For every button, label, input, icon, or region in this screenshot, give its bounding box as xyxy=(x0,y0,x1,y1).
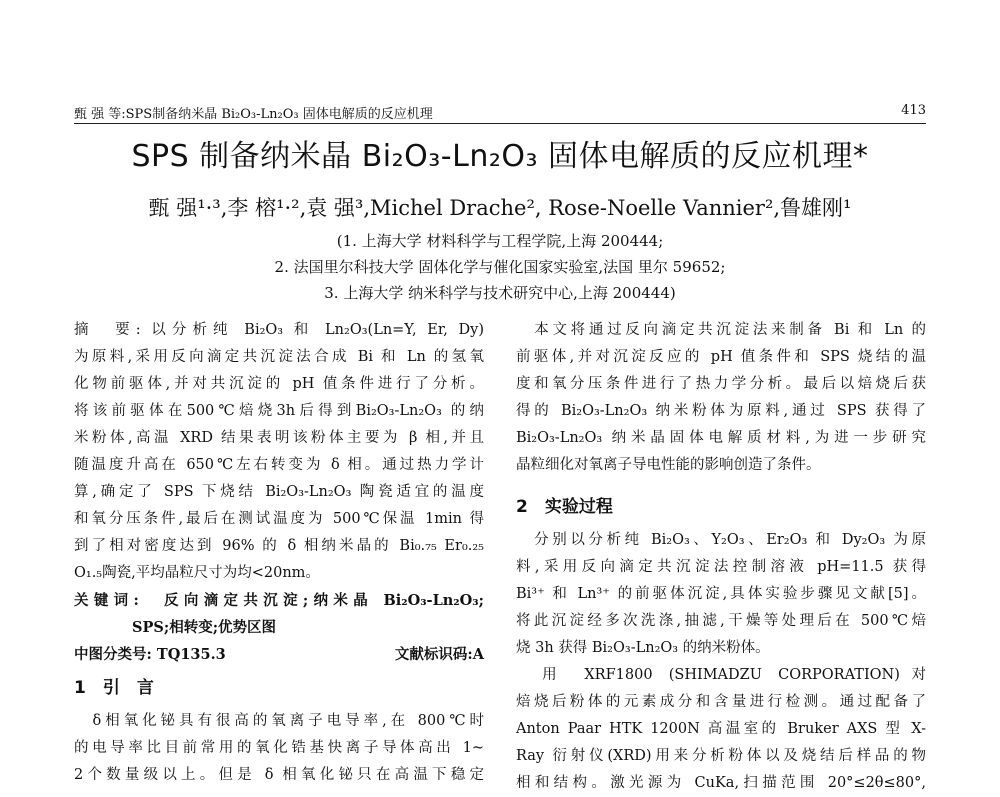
intro-continuation xyxy=(516,317,926,479)
introduction-paragraph xyxy=(74,708,484,789)
abstract-line: O₁.₅陶瓷,平均晶粒尺寸为均<20nm。 xyxy=(74,565,320,581)
author-list: 甄 强¹·³,李 榕¹·²,袁 强³,Michel Drache², Rose-Noelle Vannier²,鲁雄刚¹ xyxy=(148,196,852,220)
abstract-line: 到了相对密度达到 96% 的 δ 相纳米晶的 Bi₀.₇₅ Er₀.₂₅ xyxy=(74,538,484,554)
body-line: 本文将通过反向滴定共沉淀法来制备 Bi 和 Ln 的 xyxy=(516,322,926,338)
body-line: Ray 衍射仪(XRD)用来分析粉体以及烧结后样品的物 xyxy=(516,748,926,764)
body-line: 前驱体,并对沉淀反应的 pH 值条件和 SPS 烧结的温 xyxy=(516,349,926,365)
affiliation-1: (1. 上海大学 材料科学与工程学院,上海 200444; xyxy=(336,232,664,250)
body-line: 料,采用反向滴定共沉淀法控制溶液 pH=11.5 获得 xyxy=(516,559,926,575)
keywords-line: 关键词: 反向滴定共沉淀;纳米晶 Bi₂O₃-Ln₂O₃; xyxy=(74,592,484,609)
body-line: 度和氧分压条件进行了热力学分析。最后以焙烧后获 xyxy=(516,376,926,392)
body-line: 用 XRF1800 (SHIMADZU CORPORATION)对 xyxy=(516,667,926,683)
abstract-line: 为原料,采用反向滴定共沉淀法合成 Bi 和 Ln 的氢氧 xyxy=(74,349,484,365)
body-line: 将此沉淀经多次洗涤,抽滤,干燥等处理后在 500℃焙 xyxy=(516,613,926,629)
abstract xyxy=(74,317,484,587)
left-column xyxy=(74,317,484,789)
abstract-line: 化物前驱体,并对共沉淀的 pH 值条件进行了分析。 xyxy=(74,376,484,392)
classification-code: 中图分类号: TQ135.3 xyxy=(74,646,226,663)
body-line: 焙烧后粉体的元素成分和含量进行检测。通过配备了 xyxy=(516,694,926,710)
affiliation-3: 3. 上海大学 纳米科学与技术研究中心,上海 200444) xyxy=(324,284,676,302)
body-line: Bi₂O₃-Ln₂O₃ 纳米晶固体电解质材料,为进一步研究 xyxy=(516,430,926,446)
intro-line: 的电导率比目前常用的氧化锆基快离子导体高出 1~ xyxy=(74,740,484,756)
page-number: 413 xyxy=(901,103,926,118)
right-column xyxy=(516,317,926,797)
running-header xyxy=(74,99,926,124)
abstract-line: 随温度升高在 650℃左右转变为 δ 相。通过热力学计 xyxy=(74,457,484,473)
abstract-line: 算,确定了 SPS 下烧结 Bi₂O₃-Ln₂O₃ 陶瓷适宜的温度 xyxy=(74,484,484,500)
document-code: 文献标识码:A xyxy=(394,646,484,663)
section-heading-experiment: 2 实验过程 xyxy=(516,497,613,517)
classification-row xyxy=(74,641,484,668)
body-line: 分别以分析纯 Bi₂O₃、Y₂O₃、Er₂O₃ 和 Dy₂O₃ 为原 xyxy=(516,532,926,548)
section-heading-introduction: 1 引 言 xyxy=(74,678,154,698)
body-line: 烧 3h 获得 Bi₂O₃-Ln₂O₃ 的纳米粉体。 xyxy=(516,640,770,656)
keywords xyxy=(74,587,484,641)
body-line: Anton Paar HTK 1200N 高温室的 Bruker AXS 型 X- xyxy=(516,721,926,737)
abstract-line: 将该前驱体在500℃焙烧3h后得到Bi₂O₃-Ln₂O₃ 的纳 xyxy=(74,403,484,419)
keywords-line: SPS;相转变;优势区图 xyxy=(74,619,277,636)
abstract-line: 摘 要: 以分析纯 Bi₂O₃ 和 Ln₂O₃(Ln=Y, Er, Dy) xyxy=(74,322,484,338)
affiliation-2: 2. 法国里尔科技大学 固体化学与催化国家实验室,法国 里尔 59652; xyxy=(274,258,726,276)
body-line: Bi³⁺ 和 Ln³⁺ 的前驱体沉淀,具体实验步骤见文献[5]。 xyxy=(516,586,926,602)
intro-line: 2个数量级以上。但是 δ 相氧化铋只在高温下稳定 xyxy=(74,767,484,783)
intro-line: δ相氧化铋具有很高的氧离子电导率,在 800℃时 xyxy=(74,713,484,729)
experiment-paragraph xyxy=(516,527,926,797)
body-line: 晶粒细化对氧离子导电性能的影响创造了条件。 xyxy=(516,457,821,473)
abstract-line: 米粉体,高温 XRD 结果表明该粉体主要为 β 相,并且 xyxy=(74,430,484,446)
body-line: 相和结构。激光源为 CuKa,扫描范围 20°≤2θ≤80°, xyxy=(516,775,926,791)
body-line: 得的 Bi₂O₃-Ln₂O₃ 纳米粉体为原料,通过 SPS 获得了 xyxy=(516,403,926,419)
paper-title: SPS 制备纳米晶 Bi₂O₃-Ln₂O₃ 固体电解质的反应机理* xyxy=(131,139,869,174)
abstract-line: 和氧分压条件,最后在测试温度为 500℃保温 1min 得 xyxy=(74,511,484,527)
running-header-text: 甄 强 等:SPS制备纳米晶 Bi₂O₃-Ln₂O₃ 固体电解质的反应机理 xyxy=(74,107,433,122)
